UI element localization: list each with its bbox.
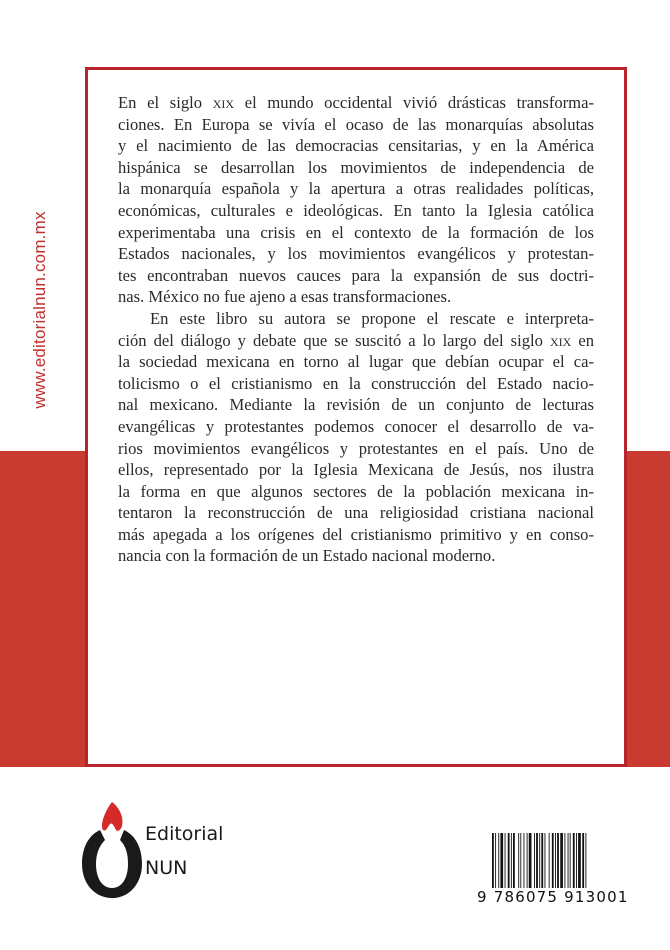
text-line: tes encontraban nuevos cauces para la expansión de sus doctri- bbox=[118, 265, 594, 285]
barcode-bar bbox=[520, 833, 521, 891]
barcode-bar bbox=[536, 833, 538, 891]
barcode-bar bbox=[541, 833, 543, 891]
barcode-bar bbox=[529, 833, 532, 891]
barcode-bar bbox=[582, 833, 584, 891]
text-line: evangélicas y protestantes podemos conocer el desarrollo de va- bbox=[118, 416, 594, 436]
text-line: hispánica se desarrollan los movimientos de independencia de bbox=[118, 157, 594, 177]
paragraph-1 bbox=[118, 92, 594, 308]
text-line: rios movimientos evangélicos y protestantes en el país. Uno de bbox=[118, 438, 594, 458]
logo-flame bbox=[102, 802, 123, 831]
logo-ring bbox=[82, 830, 142, 898]
text-line: Estados nacionales, y los movimientos evangélicos y protestan- bbox=[118, 244, 594, 264]
paragraph-2 bbox=[118, 308, 594, 567]
barcode-bar bbox=[495, 833, 496, 891]
text-line: tentaron la reconstrucción de una religiosidad cristiana nacional bbox=[118, 503, 594, 523]
text-line: y el nacimiento de las democracias censitarias, y en la América bbox=[118, 136, 594, 156]
text-line: más apegada a los orígenes del cristianismo primitivo y en conso- bbox=[118, 524, 594, 544]
text-line: económicas, culturales e ideológicas. En tanto la Iglesia católica bbox=[118, 200, 594, 220]
publisher-name-line2: NUN bbox=[145, 857, 188, 879]
isbn-number: 9 786075 913001 bbox=[477, 888, 629, 906]
barcode-bar bbox=[505, 833, 506, 891]
barcode-bar bbox=[576, 833, 577, 891]
publisher-logo-icon bbox=[82, 800, 142, 900]
text-line: la monarquía española y la apertura a otras realidades políticas, bbox=[118, 179, 594, 199]
barcode-bar bbox=[573, 833, 575, 891]
barcode-bar bbox=[524, 833, 525, 891]
barcode-bar bbox=[513, 833, 515, 891]
publisher-name-line1: Editorial bbox=[145, 823, 224, 845]
text-line: la forma en que algunos sectores de la población mexicana in- bbox=[118, 481, 594, 501]
barcode-bar bbox=[555, 833, 556, 891]
barcode-bar bbox=[568, 833, 569, 891]
barcode-bar bbox=[570, 833, 571, 891]
barcode-bar bbox=[518, 833, 519, 891]
text-line: nas. México no fue ajeno a esas transformaciones. bbox=[118, 287, 452, 307]
text-line: nal mexicano. Mediante la revisión de un conjunto de lecturas bbox=[118, 395, 594, 415]
barcode-bar bbox=[552, 833, 554, 891]
barcode-bar bbox=[534, 833, 535, 891]
text-line: ellos, representado por la Iglesia Mexicana de Jesús, nos ilustra bbox=[118, 460, 594, 480]
barcode-bar bbox=[564, 833, 565, 891]
barcode-bar bbox=[560, 833, 563, 891]
text-line: ciones. En Europa se vivía el ocaso de las monarquías absolutas bbox=[118, 114, 594, 134]
text-line: En el siglo xix el mundo occidental vivió drásticas transforma- bbox=[118, 93, 594, 112]
back-cover-text bbox=[118, 92, 594, 567]
barcode-bar bbox=[557, 833, 559, 891]
barcode-bar bbox=[500, 833, 503, 891]
isbn-barcode bbox=[492, 833, 634, 895]
text-line: nancia con la formación de un Estado nacional moderno. bbox=[118, 546, 496, 566]
text-line: En este libro su autora se propone el rescate e interpreta- bbox=[150, 308, 594, 328]
barcode-bar bbox=[492, 833, 494, 891]
text-line: la sociedad mexicana en torno al lugar que debían ocupar el ca- bbox=[118, 352, 594, 372]
barcode-bar bbox=[549, 833, 550, 891]
barcode-bar bbox=[508, 833, 510, 891]
barcode-bar bbox=[585, 833, 586, 891]
text-line: experimentaba una crisis en el contexto de la formación de los bbox=[118, 222, 594, 242]
barcode-bar bbox=[527, 833, 528, 891]
barcode-bar bbox=[498, 833, 499, 891]
website-url: www.editorialnun.com.mx bbox=[30, 211, 49, 409]
text-line: tolicismo o el cristianismo en la construcción del Estado nacio- bbox=[118, 373, 594, 393]
barcode-bar bbox=[511, 833, 512, 891]
barcode-bar bbox=[539, 833, 540, 891]
barcode-bar bbox=[545, 833, 546, 891]
text-line: ción del diálogo y debate que se suscitó a lo largo del siglo xix en bbox=[118, 330, 594, 350]
barcode-bar bbox=[578, 833, 581, 891]
